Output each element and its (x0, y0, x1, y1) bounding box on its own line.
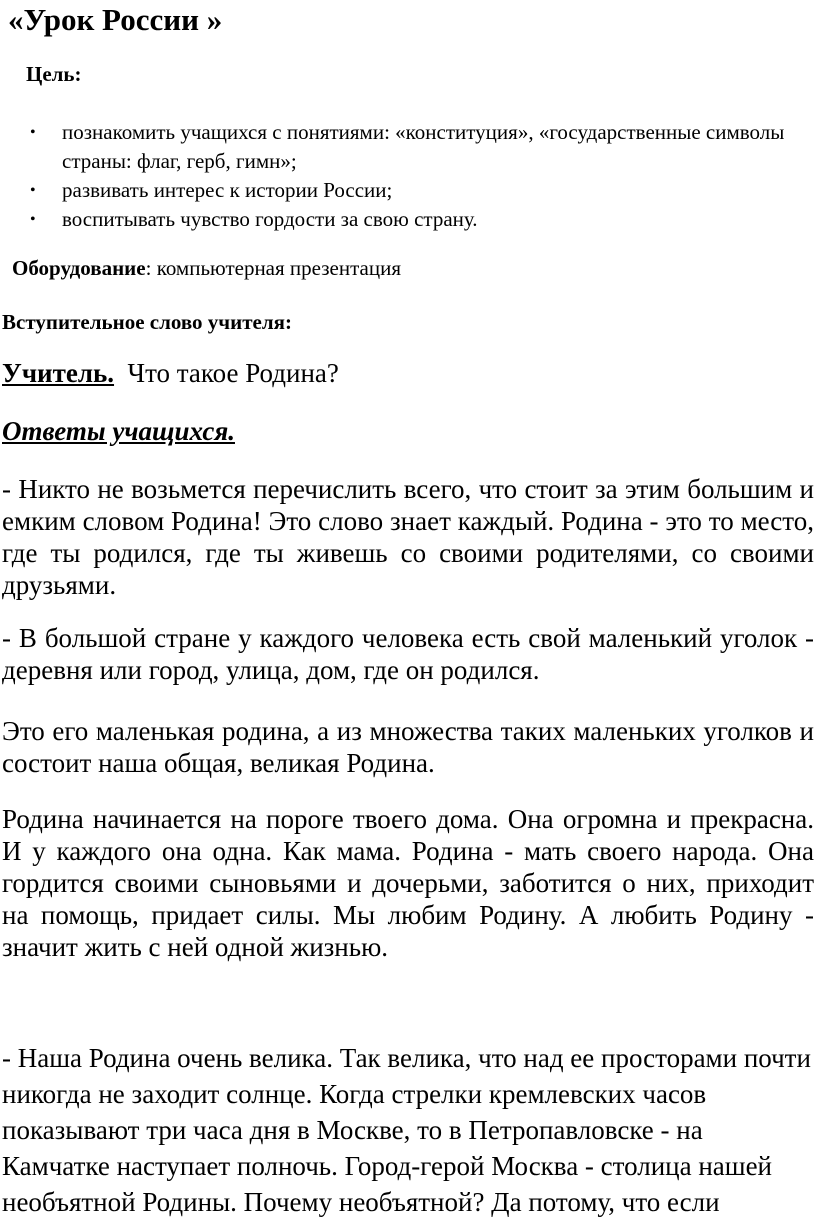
equipment-label: Оборудование (12, 256, 146, 280)
equipment-line (12, 256, 401, 281)
page-title: «Урок России » (8, 2, 223, 37)
paragraph: - В большой стране у каждого человека есть свой маленький уголок - деревня или город, улица, дом, где он родился. (2, 623, 814, 685)
teacher-label: Учитель. (2, 358, 115, 388)
goal-item: • развивать интерес к истории России; (30, 176, 816, 205)
goal-item: • воспитывать чувство гордости за свою страну. (30, 205, 816, 234)
goal-label: Цель: (26, 62, 82, 86)
paragraph: Родина начинается на пороге твоего дома. Она огромна и прекрасна. И у каждого она одна. Как мама. Родина - мать своего народа. Она гордится своими сыновьями и дочерьми, заботится о них, приходит на помощь, придает силы. Мы любим Родину. А любить Родину - значит жить с ней одной жизнью. (2, 804, 814, 962)
answers-heading: Ответы учащихся. (2, 416, 235, 446)
intro-heading: Вступительное слово учителя: (2, 310, 293, 334)
paragraph: - Никто не возьмется перечислить всего, что стоит за этим большим и емким словом Родина! Это слово знает каждый. Родина - это то место, где ты родился, где ты живешь со своими родителями, со своими друзьями. (2, 474, 814, 600)
paragraph: - Наша Родина очень велика. Так велика, что над ее просторами почти никогда не заходит солнце. Когда стрелки кремлевских часов показывают три часа дня в Москве, то в Петропавловске - на Камчатке наступает полночь. Город-герой Москва - столица нашей необъятной Родины. Почему необъятной? Да потому, что если (2, 1043, 811, 1217)
teacher-line (2, 358, 339, 389)
teacher-question: Что такое Родина? (127, 358, 339, 388)
paragraph: Это его маленькая родина, а из множества таких маленьких уголков и состоит наша общая, великая Родина. (2, 716, 814, 778)
equipment-text: : компьютерная презентация (145, 256, 401, 280)
goal-item: • познакомить учащихся с понятиями: «конституция», «государственные символы страны: флаг, герб, гимн»; (30, 118, 816, 176)
goal-list (30, 118, 816, 234)
